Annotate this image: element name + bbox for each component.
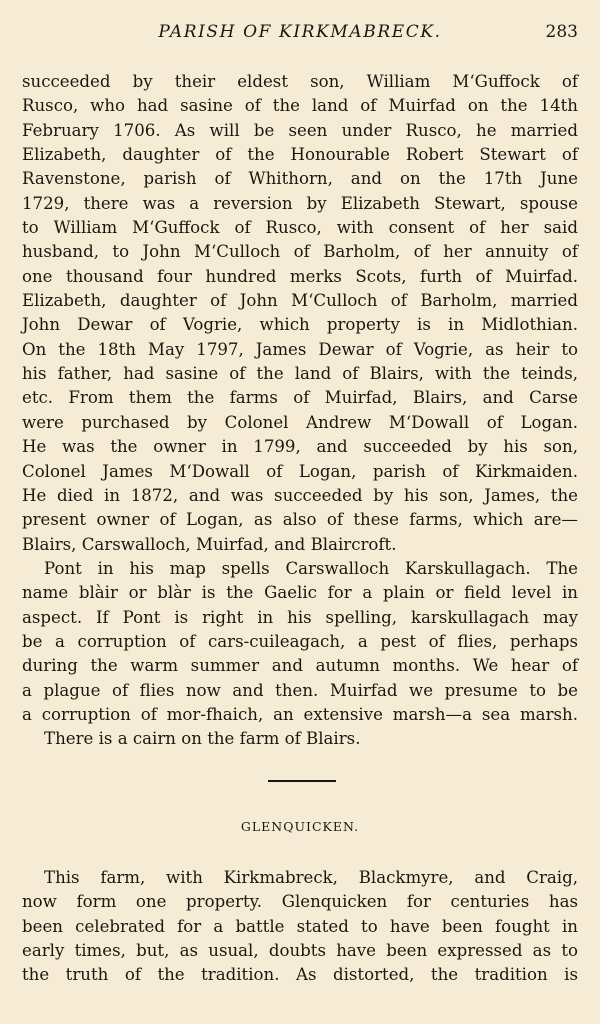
paragraph [22, 70, 578, 752]
text-line: aspect. If Pont is right in his spelling, karskullagach may [22, 607, 578, 627]
text-line: 1729, there was a reversion by Elizabeth Stewart, spouse [22, 193, 578, 213]
text-line: early times, but, as usual, doubts have been expressed as to [22, 941, 578, 961]
text-line: There is a cairn on the farm of Blairs. [44, 729, 361, 749]
running-title: PARISH OF KIRKMABRECK. [158, 22, 442, 42]
text-line: to William M‘Guffock of Rusco, with consent of her said [22, 218, 578, 238]
text-line: now form one property. Glenquicken for centuries has [22, 892, 578, 912]
text-line: succeeded by their eldest son, William M‘Guffock of [22, 72, 578, 91]
text-line: a corruption of mor-fhaich, an extensive marsh—a sea marsh. [22, 704, 578, 724]
text-line: name blàir or blàr is the Gaelic for a plain or field level in [22, 583, 578, 603]
page-header [22, 22, 578, 48]
text-line: Elizabeth, daughter of John M‘Culloch of Barholm, married [22, 291, 578, 311]
text-line: Colonel James M‘Dowall of Logan, parish of Kirkmaiden. [22, 461, 578, 481]
text-line: were purchased by Colonel Andrew M‘Dowall of Logan. [22, 412, 578, 432]
paragraph [22, 866, 578, 988]
text-line: Rusco, who had sasine of the land of Muirfad on the 14th [22, 96, 578, 116]
text-line: Ravenstone, parish of Whithorn, and on the 17th June [22, 169, 578, 189]
text-line: This farm, with Kirkmabreck, Blackmyre, and Craig, [44, 868, 578, 887]
text-line: present owner of Logan, as also of these farms, which are— [22, 510, 578, 530]
text-line: Pont in his map spells Carswalloch Karskullagach. The [44, 558, 578, 578]
text-line: during the warm summer and autumn months. We hear of [22, 656, 578, 676]
text-line: He died in 1872, and was succeeded by his son, James, the [22, 485, 578, 505]
text-line: Elizabeth, daughter of the Honourable Robert Stewart of [22, 145, 578, 165]
text-line: February 1706. As will be seen under Rusco, he married [22, 120, 578, 140]
text-line: be a corruption of cars-cuileagach, a pest of flies, perhaps [22, 631, 578, 651]
text-line: his father, had sasine of the land of Blairs, with the teinds, [22, 364, 578, 384]
text-line: John Dewar of Vogrie, which property is in Midlothian. [22, 315, 578, 335]
text-line: one thousand four hundred merks Scots, furth of Muirfad. [22, 266, 578, 286]
section-divider [268, 780, 336, 782]
text-line: the truth of the tradition. As distorted, the tradition is [22, 965, 578, 985]
text-line: husband, to John M‘Culloch of Barholm, of her annuity of [22, 242, 578, 262]
text-line: On the 18th May 1797, James Dewar of Vogrie, as heir to [22, 339, 578, 359]
page-number: 283 [545, 22, 578, 42]
text-line: a plague of flies now and then. Muirfad we presume to be [22, 680, 578, 700]
text-line: Blairs, Carswalloch, Muirfad, and Blaircroft. [22, 534, 397, 554]
text-line: He was the owner in 1799, and succeeded by his son, [22, 437, 578, 457]
section-heading: GLENQUICKEN. [240, 819, 360, 834]
text-line: been celebrated for a battle stated to have been fought in [22, 916, 578, 936]
text-line: etc. From them the farms of Muirfad, Blairs, and Carse [22, 388, 578, 408]
